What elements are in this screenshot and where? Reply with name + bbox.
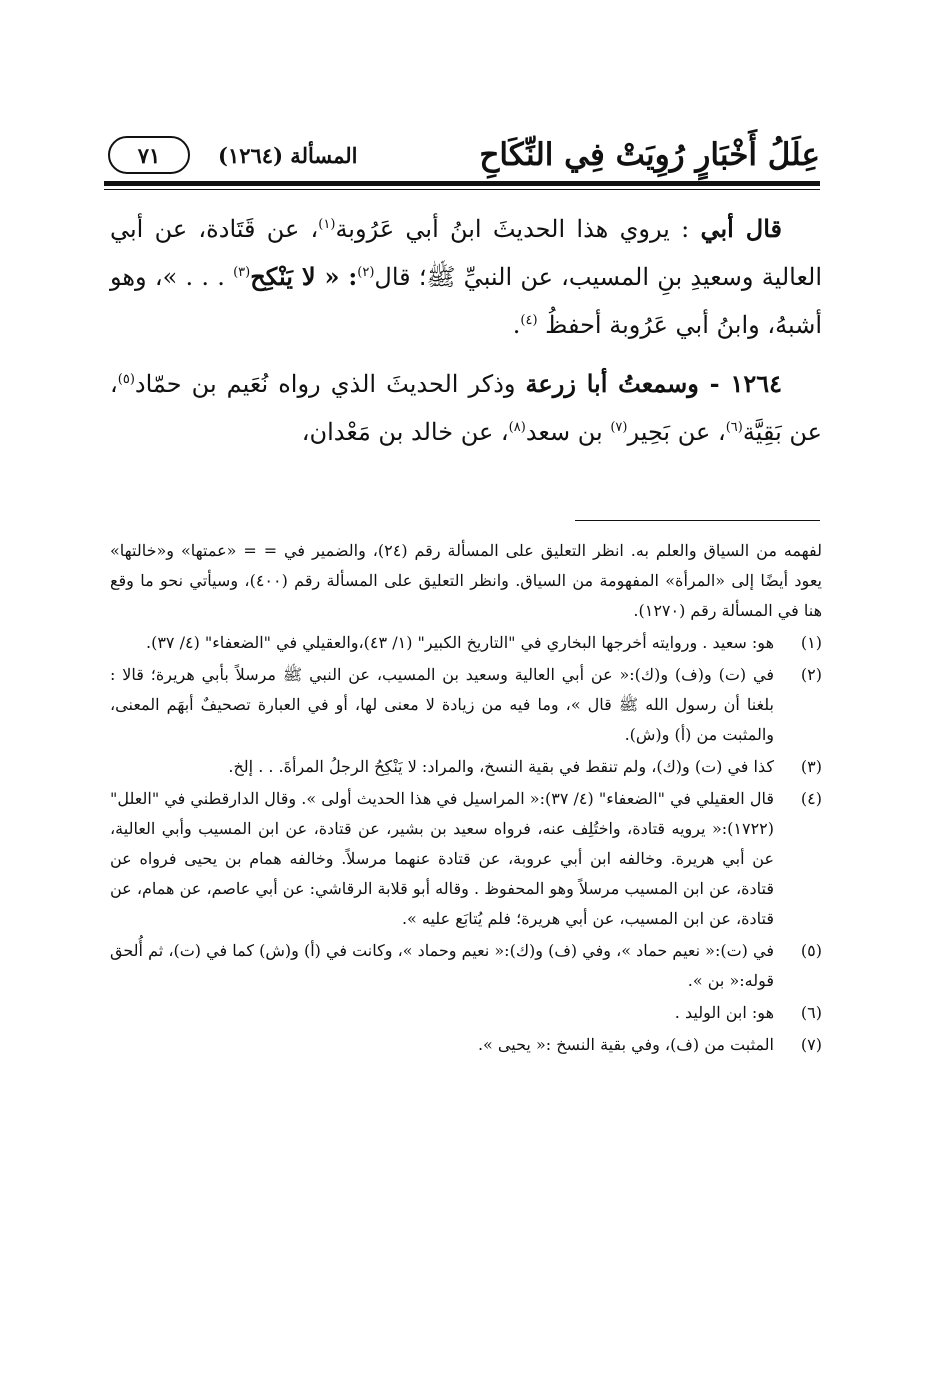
footnote-ref-6: (٦): [725, 420, 743, 435]
footnote-ref-5: (٥): [117, 372, 135, 387]
footnote-3: [110, 752, 822, 782]
running-header: [108, 130, 820, 180]
speaker-label: قال أبي: [700, 214, 782, 243]
footnote-number: (١): [800, 633, 822, 652]
text-span: بن سعد: [525, 418, 611, 446]
footnote-number: (٣): [800, 757, 822, 776]
footnote-ref-7: (٧): [610, 420, 628, 435]
footnote-text: هو: ابن الوليد .: [674, 1003, 774, 1022]
text-span: ، عن قَتَادة، عن أبي العالية وسعيدِ بنِ المسيب، عن النبيِّ ﷺ؛ قال: [110, 215, 823, 291]
text-span: : يروي هذا الحديثَ ابنُ أبي عَرُوبة: [335, 215, 701, 243]
paragraph-1: [110, 205, 822, 349]
issue-number-lead: ١٢٦٤ - وسمعتُ أبا زرعة: [525, 369, 782, 398]
hadith-quote: : « لا يَنْكِح: [250, 262, 358, 291]
footnote-text: في (ت) و(ف) و(ك):« عن أبي العالية وسعيد بن المسيب، عن النبي ﷺ مرسلاً بأبي هريرة؛ قالا : بلغنا أن رسول الله ﷺ قال »، وما فيه من زيادة لا معنى لها، أو في العبارة تصحيفٌ أبهَم المعنى، والمثبت من (أ) و(ش).: [110, 665, 774, 744]
footnote-ref-8: (٨): [508, 420, 526, 435]
footnote-number: (٦): [800, 1003, 822, 1022]
text-span: ، عن بَحِير: [627, 418, 726, 446]
footnote-6: [110, 998, 822, 1028]
text-span: ، عن بَقِيَّة: [110, 370, 822, 446]
footnote-4: [110, 784, 822, 934]
footnote-number: (٥): [800, 941, 822, 960]
footnote-separator: [575, 520, 820, 521]
header-rule-thick: [104, 181, 820, 186]
main-text: [110, 205, 822, 456]
footnote-number: (٧): [800, 1035, 822, 1054]
book-title: عِلَلُ أَخْبَارٍ رُوِيَتْ فِي النِّكَاحِ: [479, 137, 820, 173]
issue-label: المسألة (١٢٦٤): [218, 142, 358, 168]
footnote-text: كذا في (ت) و(ك)، ولم تنقط في بقية النسخ، والمراد: لا يَنْكِحُ الرجلُ المرأةَ. . . إلخ.: [228, 757, 774, 776]
footnote-1: [110, 628, 822, 658]
text-span: ، عن خالد بن مَعْدان،: [301, 418, 509, 446]
paragraph-2: [110, 360, 822, 456]
footnote-ref-3: (٣): [233, 265, 251, 280]
text-span: وذكر الحديثَ الذي رواه نُعَيم بن حمّاد: [134, 370, 526, 398]
footnote-text: في (ت):« نعيم حماد »، وفي (ف) و(ك):« نعيم وحماد »، وكانت في (أ) و(ش) كما في (ت)، ثم أُلحق قوله:« بن ».: [110, 941, 774, 990]
footnote-2: [110, 660, 822, 750]
footnote-5: [110, 936, 822, 996]
footnote-text: المثبت من (ف)، وفي بقية النسخ :« يحيى ».: [477, 1035, 774, 1054]
footnotes: [110, 536, 822, 1060]
footnote-number: (٢): [800, 665, 822, 684]
footnote-ref-2: (٢): [357, 265, 375, 280]
footnote-number: (٤): [800, 789, 822, 808]
footnote-7: [110, 1030, 822, 1060]
footnote-text: قال العقيلي في "الضعفاء" (٤/ ٣٧):« المراسيل في هذا الحديث أولى ». وقال الدارقطني في "العلل" (١٧٢٢):« يرويه قتادة، واختُلِف عنه، فرواه سعيد بن بشير، عن قتادة، عن ابن المسيب وأبي العالية، عن أبي هريرة. وخالفه ابن أبي عروبة، عن قتادة عنهما مرسلاً. وخالفه همام بن يحيى فرواه عن قتادة، عن ابن المسيب مرسلاً وهو المحفوظ . وقاله أبو قلابة الرقاشي: عن أبي عاصم، عن همام، عن قتادة، عن ابن المسيب، عن أبي هريرة؛ فلم يُتابَع عليه ».: [110, 789, 774, 928]
page-number: ٧١: [108, 136, 190, 174]
text-span: . . . »، وهو أشبهُ، وابنُ أبي عَرُوبة أحفظُ: [110, 263, 822, 339]
footnote-ref-1: (١): [318, 217, 336, 232]
footnote-text: هو: سعيد . وروايته أخرجها البخاري في "التاريخ الكبير" (١/ ٤٣)،والعقيلي في "الضعفاء" (٤/ ٣٧).: [145, 633, 774, 652]
header-rule-thin: [104, 189, 820, 190]
footnote-continuation: لفهمه من السياق والعلم به. انظر التعليق على المسألة رقم (٢٤)، والضمير في = = «عمتها» و«خالتها» يعود أيضًا إلى «المرأة» المفهومة من السياق. وانظر التعليق على المسألة رقم (٤٠٠)، وسيأتي نحو ما وقع هنا في المسألة رقم (١٢٧٠).: [110, 541, 823, 620]
text-span: .: [512, 311, 521, 339]
header-left-group: [108, 136, 357, 174]
footnote-ref-4: (٤): [520, 313, 538, 328]
